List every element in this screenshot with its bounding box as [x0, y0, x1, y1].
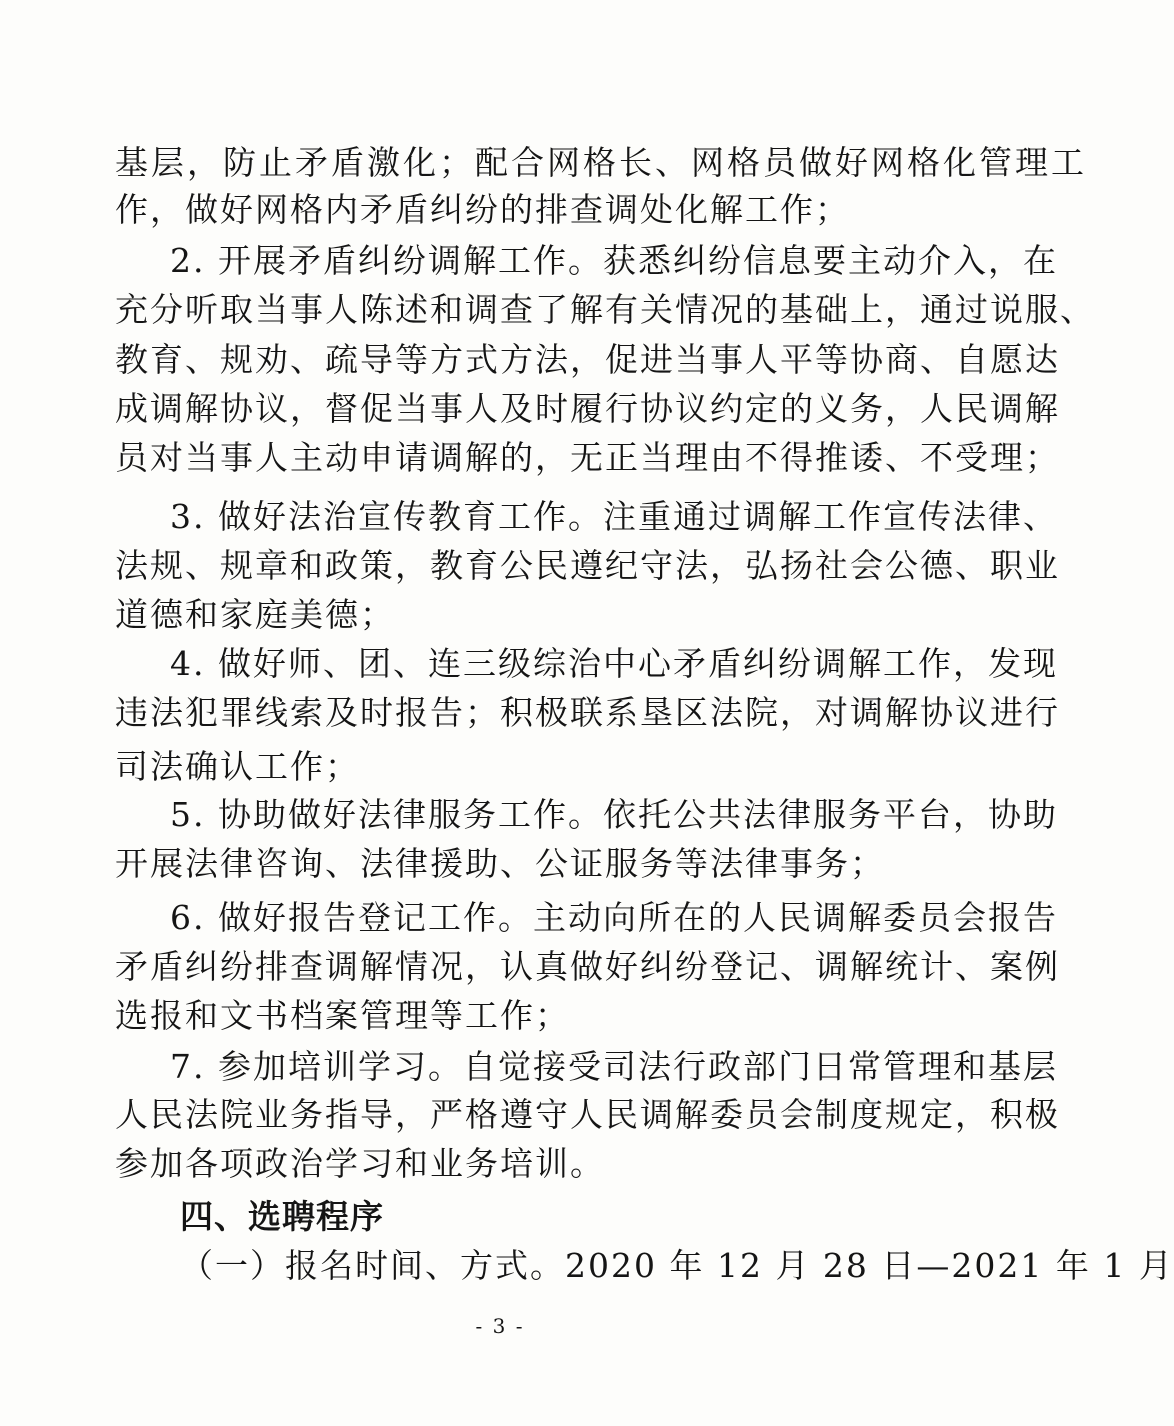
section-heading: 四、选聘程序: [180, 1197, 384, 1236]
paragraph-item-4: 4. 做好师、团、连三级综治中心矛盾纠纷调解工作，发现: [170, 644, 1058, 683]
paragraph-item-3: 3. 做好法治宣传教育工作。注重通过调解工作宣传法律、: [170, 497, 1058, 536]
body-line: 成调解协议，督促当事人及时履行协议约定的义务，人民调解: [115, 389, 1060, 428]
body-line: 选报和文书档案管理等工作；: [115, 996, 570, 1035]
body-line: 司法确认工作；: [115, 747, 360, 786]
body-line: 违法犯罪线索及时报告；积极联系垦区法院，对调解协议进行: [115, 693, 1060, 732]
body-line: 教育、规劝、疏导等方式方法，促进当事人平等协商、自愿达: [115, 340, 1060, 379]
paragraph-item-2: 2. 开展矛盾纠纷调解工作。获悉纠纷信息要主动介入，在: [170, 241, 1058, 280]
body-line: 法规、规章和政策，教育公民遵纪守法，弘扬社会公德、职业: [115, 546, 1060, 585]
body-line: 作，做好网格内矛盾纠纷的排查调处化解工作；: [115, 190, 850, 229]
body-line: 员对当事人主动申请调解的，无正当理由不得推诿、不受理；: [115, 438, 1060, 477]
body-line: 开展法律咨询、法律援助、公证服务等法律事务；: [115, 844, 885, 883]
body-line: 矛盾纠纷排查调解情况，认真做好纠纷登记、调解统计、案例: [115, 947, 1060, 986]
paragraph-item-5: 5. 协助做好法律服务工作。依托公共法律服务平台，协助: [170, 795, 1058, 834]
paragraph-item-6: 6. 做好报告登记工作。主动向所在的人民调解委员会报告: [170, 898, 1058, 937]
body-line: 充分听取当事人陈述和调查了解有关情况的基础上，通过说服、: [115, 290, 1095, 329]
paragraph-item-7: 7. 参加培训学习。自觉接受司法行政部门日常管理和基层: [170, 1047, 1058, 1086]
body-line: 道德和家庭美德；: [115, 595, 395, 634]
page-number: - 3 -: [475, 1314, 525, 1338]
registration-line: （一）报名时间、方式。2020 年 12 月 28 日—2021 年 1 月: [180, 1246, 1174, 1285]
body-line: 人民法院业务指导，严格遵守人民调解委员会制度规定，积极: [115, 1095, 1060, 1134]
body-line: 基层，防止矛盾激化；配合网格长、网格员做好网格化管理工: [115, 143, 1087, 182]
body-line: 参加各项政治学习和业务培训。: [115, 1144, 605, 1183]
